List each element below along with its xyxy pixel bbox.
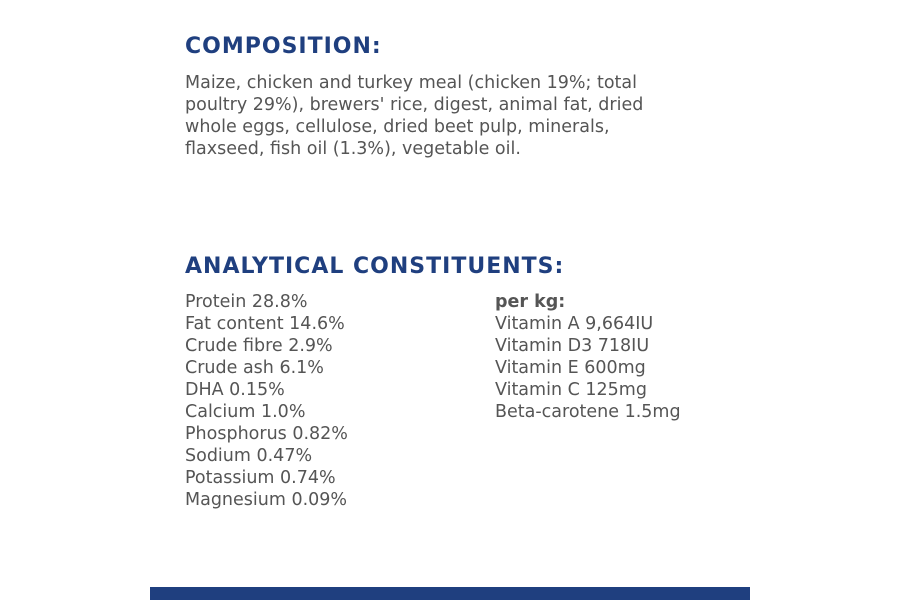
vitamin-item: Vitamin A 9,664IU [495,314,654,334]
per-kg-list [495,291,681,423]
per-kg-label: per kg: [495,292,566,312]
constituent-item: Phosphorus 0.82% [185,424,348,444]
analytical-constituents-heading: ANALYTICAL CONSTITUENTS: [185,254,565,279]
composition-line: Maize, chicken and turkey meal (chicken 19%; total [185,73,638,93]
vitamin-item: Vitamin E 600mg [495,358,646,378]
constituent-item: Magnesium 0.09% [185,490,348,510]
constituent-item: Potassium 0.74% [185,468,336,488]
constituent-item: Calcium 1.0% [185,402,306,422]
composition-line: flaxseed, fish oil (1.3%), vegetable oil. [185,139,521,159]
bottom-bar [150,587,750,600]
constituent-item: Sodium 0.47% [185,446,313,466]
composition-line: poultry 29%), brewers' rice, digest, animal fat, dried [185,95,644,115]
constituent-item: Crude ash 6.1% [185,358,324,378]
composition-line: whole eggs, cellulose, dried beet pulp, minerals, [185,117,610,137]
composition-heading: COMPOSITION: [185,34,382,59]
constituent-item: DHA 0.15% [185,380,285,400]
composition-text [185,72,745,160]
constituents-list [185,291,348,511]
constituent-item: Protein 28.8% [185,292,308,312]
constituent-item: Crude fibre 2.9% [185,336,333,356]
vitamin-item: Beta-carotene 1.5mg [495,402,681,422]
vitamin-item: Vitamin D3 718IU [495,336,650,356]
constituent-item: Fat content 14.6% [185,314,345,334]
vitamin-item: Vitamin C 125mg [495,380,647,400]
